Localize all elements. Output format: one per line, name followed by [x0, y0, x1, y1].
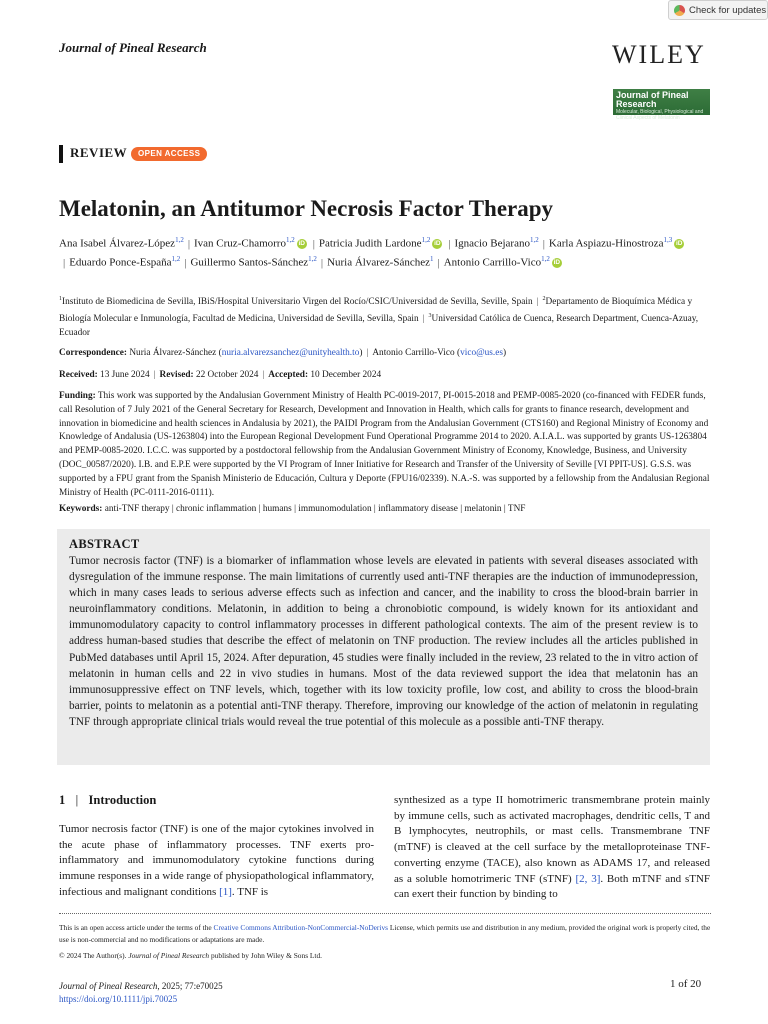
citation-link[interactable]: [2, 3] [575, 872, 601, 885]
copyright-note [59, 951, 322, 960]
accepted-date: 10 December 2024 [310, 370, 382, 380]
page-number: 1 of 20 [670, 978, 702, 990]
intro-paragraph-left: Tumor necrosis factor (TNF) is one of the major cytokines involved in the acute phase of inflammatory processes. TNF exerts pro-inflammatory and immunomodulatory cytokine functions during immune responses in a wide range of physiopathological inflammatory, infectious and malignant conditions [59, 823, 374, 898]
affiliation-1: Instituto de Biomedicina de Sevilla, IBiS/Hospital Universitario Virgen del Rocío/CSIC/Universidad de Sevilla, Seville, Spain [62, 297, 533, 308]
body-column-right [394, 793, 710, 903]
author-name: Eduardo Ponce-España [69, 256, 172, 269]
author-separator: | [448, 237, 451, 250]
author-affiliation-marker: 1,2 [171, 255, 181, 264]
author-separator: | [63, 256, 66, 269]
intro-paragraph-right: synthesized as a type II homotrimeric transmembrane protein mainly by immune cells, such as activated macrophages, dendritic cells, T and B lymphocytes, neutrophils, or mast cells. Transmembrane TNF (mTNF) is cleaved at the cell surface by the metalloproteinase TNF-converting enzyme (TACE), also known as ADAMS 17, and released as a soluble homotrimeric TNF (sTNF) [394, 794, 710, 885]
author-separator: | [542, 237, 545, 250]
journal-logo [613, 89, 710, 121]
body-column-left [59, 822, 374, 901]
received-label: Received: [59, 370, 98, 380]
funding-text: This work was supported by the Andalusian Government Ministry of Health PC-0019-2017, PI-0015-2018 and PEMP-0085-2020 (co-financed with FEDER funds, call Resolution of 7 July 2021 of the General Secretary for Research, Development and Innovation in Health, which calls for grants to finance research, development and innovation in biomedicine and health sciences in Andalusia by 2021), the PAIDI Program from the Andalusian Government (CTS160) and Regional Ministry of Economy and Knowledge of Andalusia (US-1263804) into the European Regional Development Fund Operational Programme 2014 to 2020. A.I.A.L. was supported by grants US-1263804 and PEMP-0085-2020. I.C.C. was supported by a postdoctoral fellowship from the Andalusian Government Ministry of Economy, Knowledge, Business, and University (DOC_00587/2020). I.B. and E.P.E were supported by the VI Program of Inner Initiative for Research and Transfer of the University of Seville [VI PPIT-US]. G.S.S. was supported by a FPU grant from the Spanish Ministerio de Educación, Cultura y Deporte (FPU16/02339). N.A.-S. was supported by a fellowship from the Andalusian Regional Ministry of Health (PC-0111-2016-0111). [59, 391, 710, 498]
author-name: Ana Isabel Álvarez-López [59, 237, 176, 250]
author-affiliation-marker: 1 [429, 255, 434, 264]
author-separator: | [312, 237, 315, 250]
license-link[interactable]: Creative Commons Attribution-NonCommercial-NoDerivs [213, 923, 389, 932]
author-affiliation-marker: 1,2 [421, 236, 431, 244]
copyright-pre: © 2024 The Author(s). [59, 951, 129, 960]
author-list [59, 233, 709, 271]
orcid-icon[interactable]: iD [675, 240, 683, 248]
affiliation-3: Universidad Católica de Cuenca, Research Department, Cuenca-Azuay, Ecuador [59, 314, 699, 339]
author-affiliation-marker: 1,2 [529, 236, 539, 244]
crossmark-icon [674, 5, 685, 16]
author-name: Ignacio Bejarano [454, 237, 530, 250]
accepted-label: Accepted: [268, 370, 309, 380]
author-separator: | [320, 256, 324, 269]
article-type-bar [59, 145, 63, 163]
author-name: Guillermo Santos-Sánchez [190, 256, 309, 269]
author-name: Nuria Álvarez-Sánchez [327, 256, 430, 269]
section-number: 1 [59, 793, 66, 807]
abstract-heading: ABSTRACT [69, 537, 140, 551]
author-affiliation-marker: 1,2 [285, 236, 295, 244]
license-note [59, 922, 711, 945]
orcid-icon[interactable]: iD [298, 240, 305, 248]
author-name: Antonio Carrillo-Vico [443, 256, 542, 269]
correspondence-name-1: Nuria Álvarez-Sánchez [129, 348, 217, 358]
journal-name: Journal of Pineal Research [59, 40, 207, 55]
author-name: Karla Aspiazu-Hinostroza [548, 237, 664, 250]
abstract-box [57, 529, 710, 765]
correspondence-name-2: Antonio Carrillo-Vico [372, 348, 455, 358]
keywords-text: anti-TNF therapy | chronic inflammation | humans | immunomodulation | inflammatory disease | melatonin | TNF [104, 504, 526, 514]
revised-date: 22 October 2024 [195, 370, 259, 380]
article-type: REVIEW [70, 145, 128, 160]
license-pre: This is an open access article under the terms of the [59, 923, 214, 932]
author-affiliation-marker: 1,2 [175, 236, 184, 244]
journal-logo-subtext: Molecular, Biological, Physiological and Clinical Aspects of Melatonin [616, 109, 704, 121]
abstract-text: Tumor necrosis factor (TNF) is a biomarker of inflammation whose levels are elevated in patients with several diseases associated with dysregulation of the immune response. The main limitations of currently used anti-TNF therapies are the induction of immunodepression, which in many cases leads to serious adverse effects such as infection and cancer, and the inability to cross the blood-brain barrier in neuroinflammatory conditions. Melatonin, in addition to being a chronobiotic compound, is widely known for its antioxidant and immunomodulatory capacity to control inflammatory processes in different pathological contexts. The aim of the present review is to address human-based studies that describe the effect of melatonin on TNF production. The review includes all the articles published in PubMed databases until April 15, 2024. After depuration, 45 studies were finally included in the review, 23 related to the in vitro action of melatonin in human cells and 22 in vivo studies in humans. Most of the data reviewed support the idea that melatonin has an immunosuppressive effect on TNF levels, which, together with its low toxicity profile, low cost, and ability to cross the blood-brain barrier, points to melatonin as a potential anti-TNF therapy. Therefore, improving our knowledge of the action of melatonin in regulating TNF through appropriate clinical trials would reveal the true potential of this molecule as a possible anti-TNF therapy. [69, 555, 698, 728]
author-affiliation-marker: 1,2 [308, 255, 317, 264]
journal-logo-text: Journal of Pineal Research [616, 90, 689, 109]
open-access-badge: OPEN ACCESS [131, 147, 207, 161]
author-affiliation-marker: 1,3 [663, 236, 673, 244]
license-post: License, which permits use and distribution in any medium, provided the original work is properly cited, the use is non-commercial and no modifications or adaptations are made. [59, 923, 711, 944]
author-separator: | [187, 237, 191, 250]
keywords [59, 503, 711, 517]
citation-link[interactable]: [1] [219, 885, 232, 898]
author-affiliation-marker: 1,2 [541, 255, 550, 264]
revised-label: Revised: [159, 370, 194, 380]
affiliations: $^1$Instituto de Biomedicina de Sevilla, IBiS/Hospital Universitario Virgen del Rocío/CSIC/Universidad de Sevilla, Seville, Spain | $^2$Departamento de Bioquímica Médica y Biología Molecular e Inmunología, Facultad de Medicina, Universidad de Sevilla, Sevilla, Spain | $^3$Universidad Católica de Cuenca, Research Department, Cuenca-Azuay, Ecuador [59, 296, 699, 339]
intro-paragraph-right-tail: . Both mTNF and sTNF can exert their function by binding to [394, 872, 711, 901]
affiliation-2: Departamento de Bioquímica Médica y Biología Molecular e Inmunología, Facultad de Medicina, Universidad de Sevilla, Sevilla, Spain [59, 297, 693, 325]
correspondence: Correspondence: Nuria Álvarez-Sánchez (nuria.alvarezsanchez@unityhealth.to) | Antonio Carrillo-Vico (vico@us.es) [59, 348, 507, 358]
copyright-journal: Journal of Pineal Research [128, 951, 210, 960]
check-for-updates-label: Check for updates [689, 4, 767, 16]
author-separator: | [437, 256, 440, 269]
author-separator: | [184, 256, 187, 269]
footer-citation [59, 980, 223, 1005]
correspondence-email-2[interactable]: vico@us.es [460, 348, 503, 358]
intro-paragraph-left-tail: . TNF is [231, 885, 269, 898]
author-name: Ivan Cruz-Chamorro [194, 237, 286, 250]
footnote-divider [59, 913, 711, 914]
article-dates: Received: 13 June 2024 | Revised: 22 October 2024 | Accepted: 10 December 2024 [59, 370, 382, 380]
orcid-icon[interactable]: iD [434, 240, 441, 248]
orcid-icon[interactable]: iD [553, 259, 561, 267]
doi-link[interactable]: https://doi.org/10.1111/jpi.70025 [59, 993, 178, 1004]
section-title: Introduction [88, 793, 157, 807]
keywords-label: Keywords: [59, 504, 103, 514]
correspondence-label: Correspondence: [59, 348, 127, 358]
copyright-post: published by John Wiley & Sons Ltd. [209, 951, 323, 960]
check-for-updates-button[interactable] [668, 0, 768, 20]
publisher-logo: WILEY [612, 40, 706, 69]
footer-journal: Journal of Pineal Research [59, 981, 158, 991]
section-heading: 1 | Introduction [59, 793, 157, 807]
author-name: Patricia Judith Lardone [318, 237, 422, 250]
footer-volume: , 2025; 77:e70025 [157, 981, 223, 991]
correspondence-email-1[interactable]: nuria.alvarezsanchez@unityhealth.to [221, 348, 360, 358]
funding-statement [59, 390, 713, 500]
article-title: Melatonin, an Antitumor Necrosis Factor Therapy [59, 196, 554, 221]
received-date: 13 June 2024 [100, 370, 150, 380]
funding-label: Funding: [59, 391, 96, 401]
